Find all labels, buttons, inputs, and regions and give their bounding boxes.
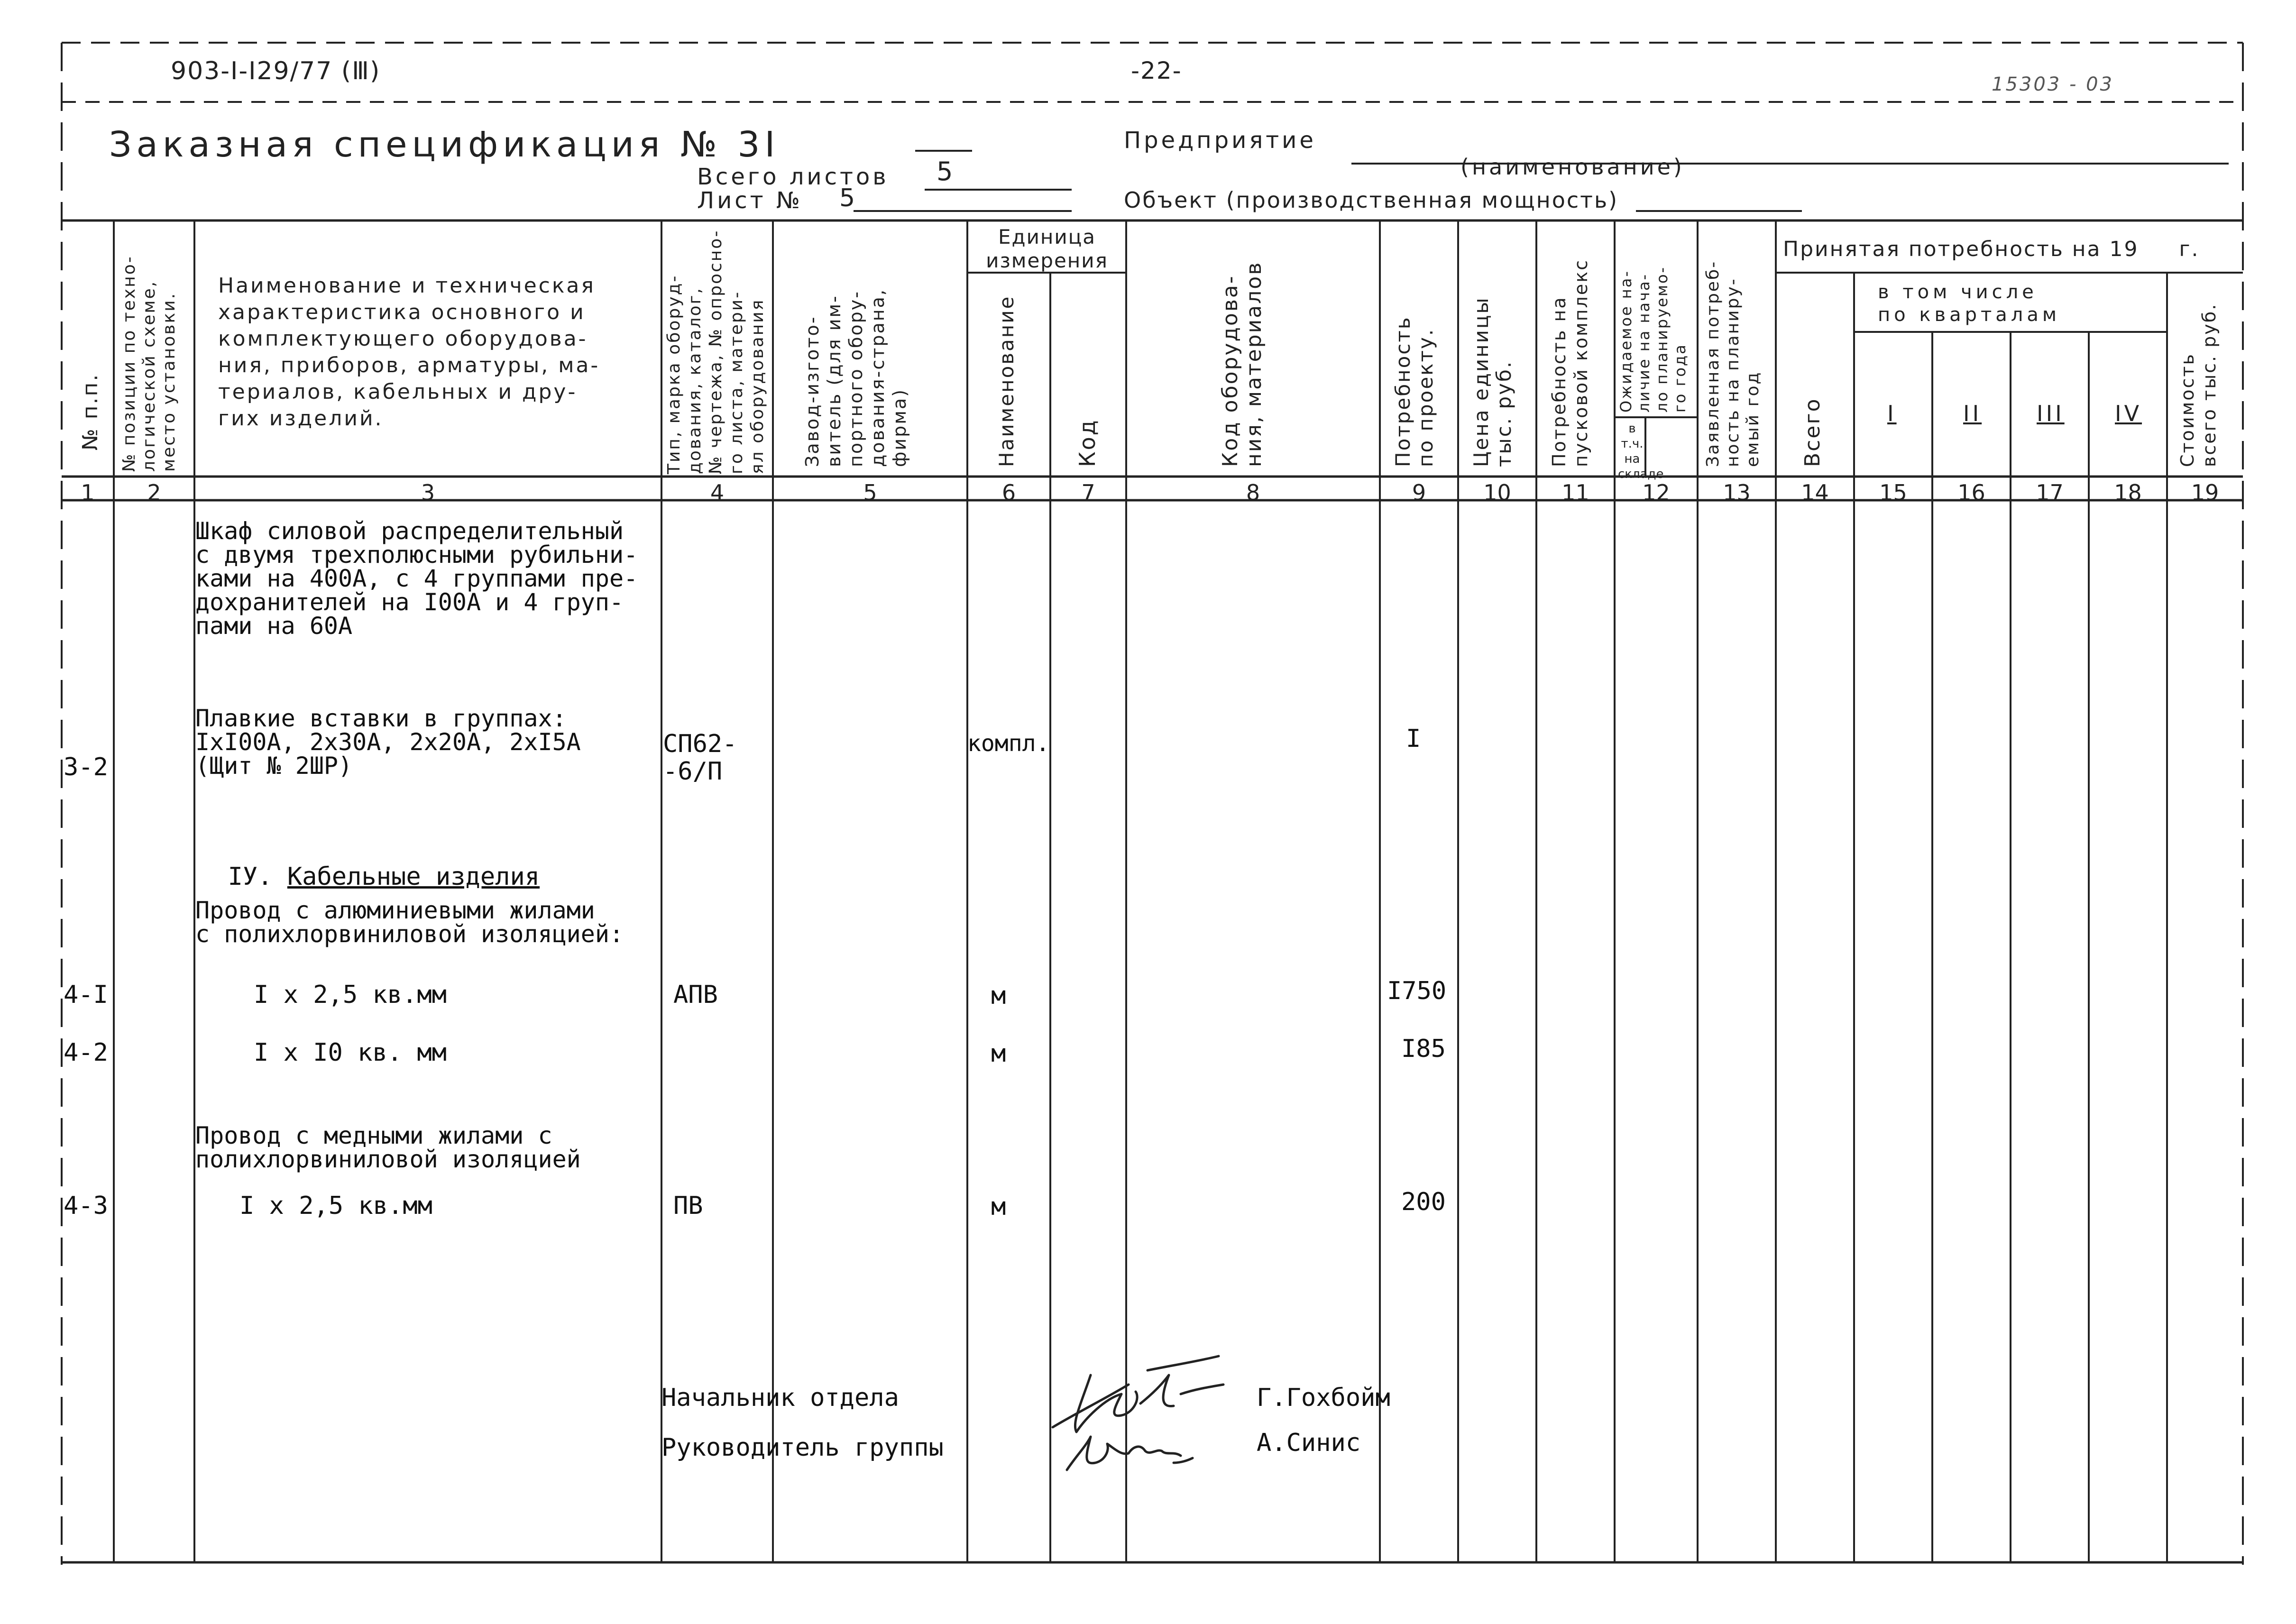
col-11-header: Потребность на пусковой комплекс <box>1549 258 1591 467</box>
sheets-total-label: Всего листов <box>697 164 889 190</box>
col-4-header: Тип, марка оборуд- дования, каталог, № чертежа, № опросно- го листа, матери- ял оборудования <box>664 229 767 474</box>
signature-role-2: Руководитель группы <box>661 1433 944 1462</box>
object-label: Объект (производственная мощность) <box>1124 187 1619 213</box>
section-4-title: IУ. Кабельные изделия <box>228 862 540 891</box>
col-7-header: Код <box>1075 419 1100 467</box>
col-number-8: 8 <box>1246 480 1260 505</box>
document-code: 903-I-I29/77 (Ⅲ) <box>171 57 381 85</box>
col-number-19: 19 <box>2191 480 2219 505</box>
row-4-1-quantity: I750 <box>1387 977 1447 1005</box>
handwritten-signatures <box>1038 1342 1238 1479</box>
sheet-number-value: 5 <box>839 184 858 212</box>
row-4-2-unit: м <box>991 1039 1006 1068</box>
col-12-header: Ожидаемое на- личие на нача- ло планируемо- го года <box>1617 266 1689 413</box>
col-number-16: 16 <box>1957 480 1985 505</box>
signature-role-1: Начальник отдела <box>661 1384 899 1412</box>
col-9-header: Потребность по проекту. <box>1391 316 1437 467</box>
item-3-2-number: 3-2 <box>64 753 108 781</box>
col-number-5: 5 <box>863 480 877 505</box>
col-number-2: 2 <box>147 480 161 505</box>
col-10-header: Цена единицы тыс. руб. <box>1469 296 1515 467</box>
row-4-2-quantity: I85 <box>1401 1035 1446 1063</box>
row-4-3-description: I x 2,5 кв.мм <box>239 1192 432 1220</box>
col-2-header: № позиции по техно- логической схеме, место установки. <box>119 255 179 472</box>
page-number: -22- <box>1131 57 1182 84</box>
sheets-total-value: 5 <box>937 156 956 186</box>
sheet-number-label: Лист № <box>697 187 803 214</box>
col-number-14: 14 <box>1801 480 1829 505</box>
item-3-2-type: СП62- -6/П <box>663 730 737 786</box>
col-15-header: I <box>1887 401 1897 426</box>
col-number-15: 15 <box>1879 480 1907 505</box>
col-18-header: IV <box>2115 401 2142 426</box>
aluminium-wire-description: Провод с алюминиевыми жилами с полихлорвиниловой изоляцией: <box>195 897 624 948</box>
col-number-6: 6 <box>1001 480 1016 505</box>
col-12-stock-header: в т.ч. на складе <box>1618 422 1664 481</box>
enterprise-label: Предприятие <box>1124 127 1316 154</box>
row-4-3-quantity: 200 <box>1401 1188 1446 1216</box>
row-4-3-type: ПВ <box>673 1192 703 1220</box>
col-8-header: Код оборудова- ния, материалов <box>1218 261 1266 467</box>
unit-of-measure-header: Единица измерения <box>986 225 1108 272</box>
item-3-2-quantity: I <box>1406 725 1421 753</box>
row-4-1-unit: м <box>991 982 1006 1010</box>
document-title: Заказная спецификация № 3I <box>109 124 780 165</box>
signature-name-2: А.Синис <box>1257 1429 1361 1457</box>
col-19-header: Стоимость всего тыс. руб. <box>2177 303 2220 467</box>
copper-wire-description: Провод с медными жилами с полихлорвиниловой изоляцией <box>195 1122 581 1173</box>
col-number-13: 13 <box>1723 480 1751 505</box>
accepted-need-header: Принятая потребность на 19 г. <box>1783 237 2200 261</box>
row-4-1-number: 4-I <box>64 981 108 1009</box>
col-number-11: 11 <box>1561 480 1589 505</box>
col-number-17: 17 <box>2036 480 2064 505</box>
col-number-4: 4 <box>710 480 725 505</box>
row-4-1-description: I x 2,5 кв.мм <box>254 981 447 1009</box>
by-quarters-header: в том числе по кварталам <box>1878 281 2061 326</box>
col-number-7: 7 <box>1081 480 1095 505</box>
col-16-header: II <box>1963 401 1982 426</box>
col-number-12: 12 <box>1642 480 1670 505</box>
col-17-header: III <box>2037 401 2065 426</box>
row-4-1-type: АПВ <box>673 981 718 1009</box>
col-number-1: 1 <box>81 480 95 505</box>
row-4-2-number: 4-2 <box>64 1038 108 1067</box>
col-number-9: 9 <box>1412 480 1426 505</box>
naming-label: (наименование) <box>1460 154 1685 180</box>
col-number-18: 18 <box>2114 480 2142 505</box>
signature-name-1: Г.Гохбойм <box>1257 1384 1390 1412</box>
col-13-header: Заявленная потреб- ность на планиру- емый год <box>1703 260 1763 467</box>
item-3-2-description: Шкаф силовой распределительный с двумя трехполюсными рубильни- ками на 400А, с 4 группами пре- дохранителей на I00А и 4 груп- пами на 60А <box>195 517 638 640</box>
col-1-header: № п.п. <box>78 373 102 450</box>
col-14-header: Всего <box>1800 397 1825 467</box>
col-number-10: 10 <box>1483 480 1511 505</box>
col-6-header: Наименование <box>995 295 1018 467</box>
col-number-3: 3 <box>421 480 435 505</box>
item-3-2-unit: компл. <box>967 730 1050 757</box>
inventory-number: 15303 - 03 <box>1992 73 2114 95</box>
col-3-header: Наименование и техническая характеристика основного и комплектующего оборудова- ния, приборов, арматуры, ма- териалов, кабельных и дру- гих изделий. <box>218 274 600 431</box>
row-4-2-description: I x I0 кв. мм <box>254 1038 447 1067</box>
item-3-2-fuses: Плавкие вставки в группах: IxI00A, 2x30A, 2x20A, 2xI5A (Щит № 2ШР) <box>195 705 581 780</box>
row-4-3-unit: м <box>991 1193 1006 1221</box>
row-4-3-number: 4-3 <box>64 1192 108 1220</box>
col-5-header: Завод-изгото- витель (для им- портного обору- дования-страна, фирма) <box>802 288 910 467</box>
